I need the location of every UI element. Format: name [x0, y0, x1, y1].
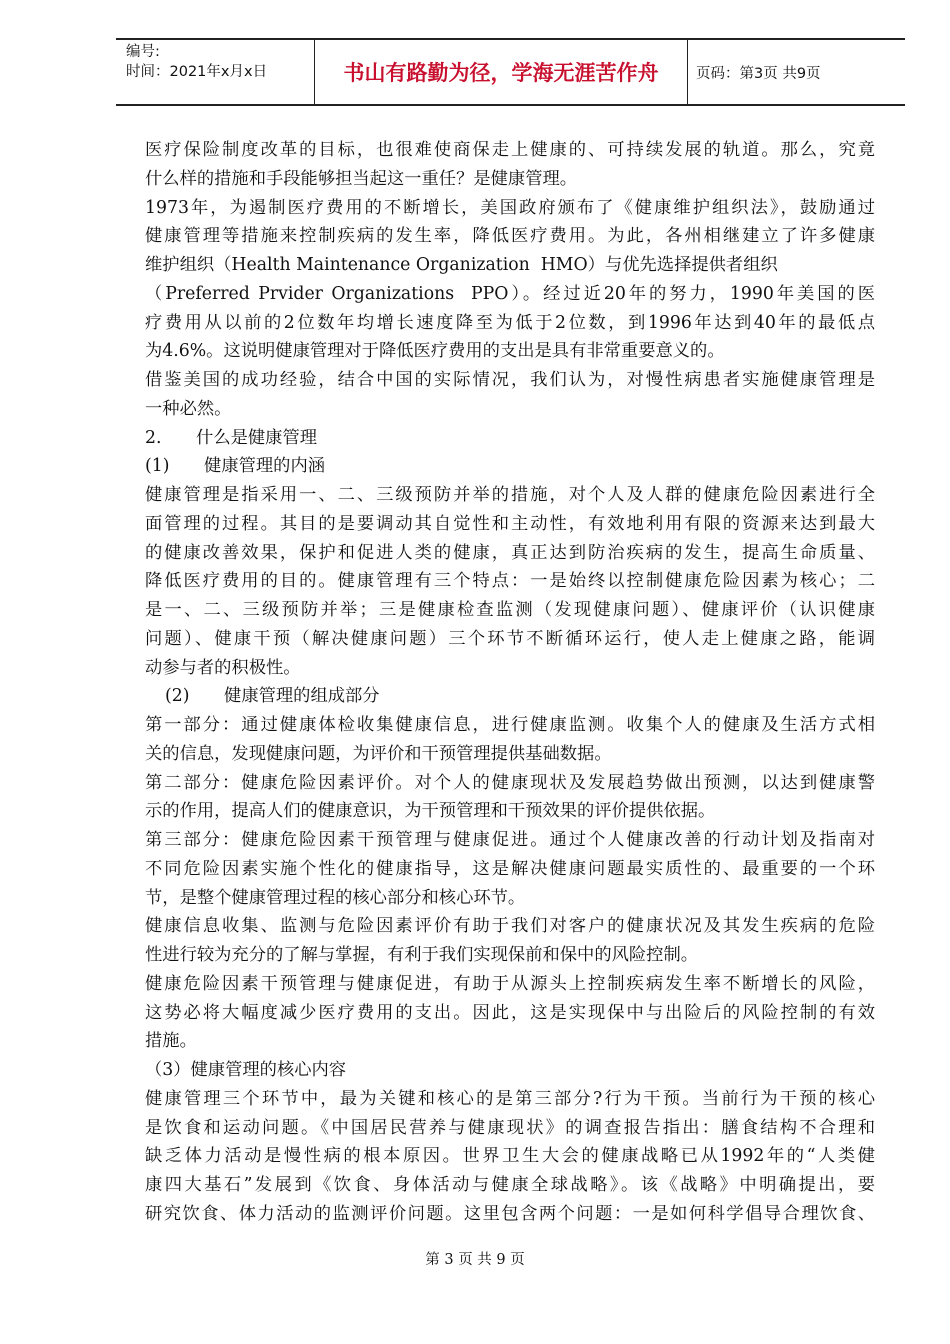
text-line: 第三部分：健康危险因素干预管理与健康促进。通过个人健康改善的行动计划及指南对	[145, 830, 875, 850]
text-line: 健康危险因素干预管理与健康促进，有助于从源头上控制疾病发生率不断增长的风险，	[145, 973, 875, 994]
text-line: 1973年，为遏制医疗费用的不断增长，美国政府颁布了《健康维护组织法》，鼓励通过	[145, 197, 875, 218]
text-line: 研究饮食、体力活动的监测评价问题。这里包含两个问题：一是如何科学倡导合理饮食、	[145, 1203, 875, 1224]
header-time: 时间：2021年x月x日	[126, 64, 268, 80]
text-line: 缺乏体力活动是慢性病的根本原因。世界卫生大会的健康战略已从1992年的“人类健	[145, 1146, 875, 1167]
text-line: 的健康改善效果，保护和促进人类的健康，真正达到防治疾病的发生，提高生命质量、	[145, 542, 875, 563]
text-line: 借鉴美国的成功经验，结合中国的实际情况，我们认为，对慢性病患者实施健康管理是	[145, 370, 875, 390]
text-line: 健康信息收集、监测与危险因素评价有助于我们对客户的健康状况及其发生疾病的危险	[145, 916, 875, 937]
text-line: 是饮食和运动问题。《中国居民营养与健康现状》的调查报告指出：膳食结构不合理和	[145, 1117, 875, 1138]
text-line: 示的作用，提高人们的健康意识，为干预管理和干预效果的评价提供依据。	[145, 801, 716, 822]
text-line: 问题）、健康干预（解决健康问题）三个环节不断循环运行，使人走上健康之路，能调	[145, 628, 875, 649]
text-line: 维护组织（Health Maintenance Organization HMO）与优先选择提供者组织	[145, 255, 778, 275]
text-line: 这势必将大幅度减少医疗费用的支出。因此，这是实现保中与出险后的风险控制的有效	[145, 1002, 875, 1023]
header-number: 编号:	[126, 44, 160, 60]
text-line: 健康管理是指采用一、二、三级预防并举的措施，对个人及人群的健康危险因素进行全	[145, 485, 875, 505]
page-footer: 第 3 页 共 9 页	[425, 1252, 525, 1268]
document-body	[145, 136, 875, 1229]
subsection-heading: (2) 健康管理的组成部分	[165, 686, 380, 707]
text-line: 医疗保险制度改革的目标，也很难使商保走上健康的、可持续发展的轨道。那么，究竟	[145, 140, 875, 160]
text-line: 健康管理等措施来控制疾病的发生率，降低医疗费用。为此，各州相继建立了许多健康	[145, 226, 875, 247]
text-line: 节，是整个健康管理过程的核心部分和核心环节。	[145, 887, 526, 908]
text-line: 第二部分：健康危险因素评价。对个人的健康现状及发展趋势做出预测，以达到健康警	[145, 772, 875, 793]
text-line: 动参与者的积极性。	[145, 657, 301, 678]
section-heading: 2. 什么是健康管理	[145, 427, 318, 448]
text-line: 是一、二、三级预防并举；三是健康检查监测（发现健康问题）、健康评价（认识健康	[145, 600, 875, 620]
text-line: 什么样的措施和手段能够担当起这一重任？是健康管理。	[145, 168, 578, 189]
subsection-heading: （3）健康管理的核心内容	[145, 1060, 347, 1080]
text-line: 一种必然。	[145, 398, 232, 419]
text-line: 为4.6%。这说明健康管理对于降低医疗费用的支出是具有非常重要意义的。	[145, 341, 725, 362]
text-line: 性进行较为充分的了解与掌握，有利于我们实现保前和保中的风险控制。	[145, 945, 699, 965]
text-line: 康四大基石”发展到《饮食、身体活动与健康全球战略》。该《战略》中明确提出，要	[145, 1175, 875, 1195]
subsection-heading: (1) 健康管理的内涵	[145, 456, 326, 477]
text-line: 疗费用从以前的2位数年均增长速度降至为低于2位数，到1996年达到40年的最低点	[145, 312, 875, 333]
text-line: 不同危险因素实施个性化的健康指导，这是解决健康问题最实质性的、最重要的一个环	[145, 858, 875, 879]
text-line: 健康管理三个环节中，最为关键和核心的是第三部分?行为干预。当前行为干预的核心	[145, 1088, 875, 1109]
text-line: 第一部分：通过健康体检收集健康信息，进行健康监测。收集个人的健康及生活方式相	[145, 715, 875, 735]
header-page-number: 页码：第3页 共9页	[696, 65, 821, 82]
text-line: 措施。	[145, 1031, 197, 1052]
page-header	[116, 38, 905, 106]
header-meta	[116, 40, 314, 104]
header-slogan: 书山有路勤为径，学海无涯苦作舟	[314, 40, 688, 104]
text-line: （Preferred Prvider Organizations PPO）。经过近20年的努力，1990年美国的医	[145, 283, 875, 304]
text-line: 降低医疗费用的目的。健康管理有三个特点：一是始终以控制健康危险因素为核心；二	[145, 571, 875, 592]
text-line: 关的信息，发现健康问题，为评价和干预管理提供基础数据。	[145, 743, 612, 764]
text-line: 面管理的过程。其目的是要调动其自觉性和主动性，有效地利用有限的资源来达到最大	[145, 513, 875, 534]
